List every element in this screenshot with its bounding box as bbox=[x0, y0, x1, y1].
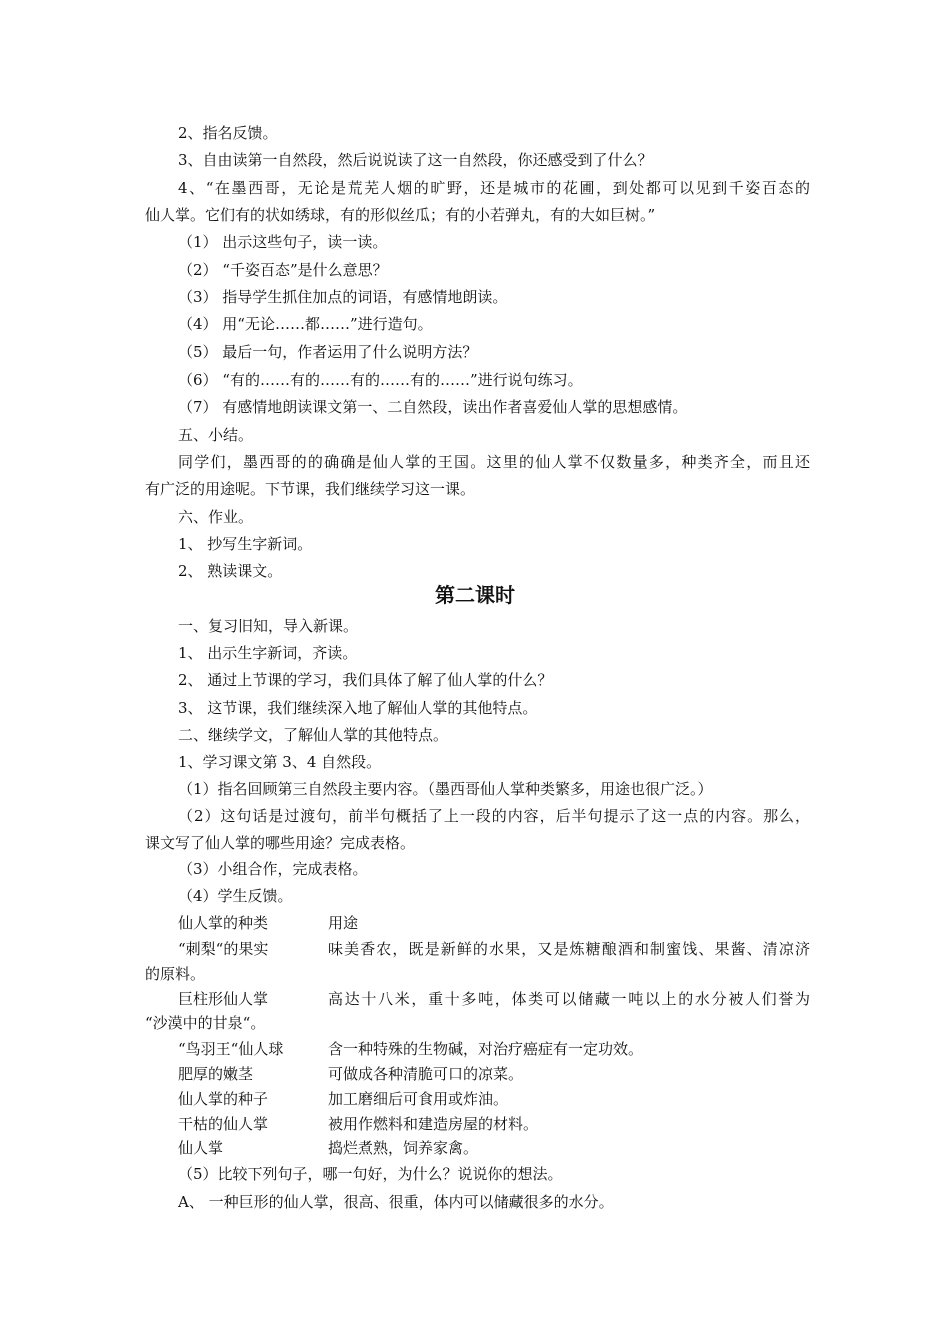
step-2-line-2: 课文写了仙人掌的哪些用途？完成表格。 bbox=[145, 834, 416, 852]
table-row-use: 高达十八米，重十多吨，体类可以储藏一吨以上的水分被人们誉为 bbox=[328, 990, 810, 1008]
table-row-kind: “刺梨“的果实 bbox=[178, 940, 269, 958]
summary-title: 五、小结。 bbox=[178, 426, 254, 444]
summary-line-1: 同学们，墨西哥的的确确是仙人掌的王国。这里的仙人掌不仅数量多，种类齐全，而且还 bbox=[178, 453, 810, 471]
table-row-use: 被用作燃料和建造房屋的材料。 bbox=[328, 1115, 539, 1133]
continue-item-1: 1、学习课文第 3、4 自然段。 bbox=[178, 753, 382, 771]
table-row-use-continued: 的原料。 bbox=[145, 965, 206, 983]
table-row-kind: 仙人掌的种子 bbox=[178, 1090, 269, 1108]
line-free-read: 3、自由读第一自然段，然后说说读了这一自然段，你还感受到了什么？ bbox=[178, 151, 653, 169]
table-row-kind: “鸟羽王“仙人球 bbox=[178, 1040, 284, 1058]
table-row-kind: 仙人掌 bbox=[178, 1139, 224, 1157]
review-item-3: 3、 这节课，我们继续深入地了解仙人掌的其他特点。 bbox=[178, 699, 538, 717]
line-quote-start: 4、“在墨西哥，无论是荒芜人烟的旷野，还是城市的花圃，到处都可以见到千姿百态的 bbox=[178, 179, 810, 197]
table-header-kind: 仙人掌的种类 bbox=[178, 914, 269, 932]
sentence-a: A、 一种巨形的仙人掌，很高、很重，体内可以储藏很多的水分。 bbox=[178, 1193, 614, 1211]
question-1: （1） 出示这些句子，读一读。 bbox=[178, 233, 388, 251]
table-row-use: 含一种特殊的生物碱，对治疗癌症有一定功效。 bbox=[328, 1040, 644, 1058]
question-5: （5） 最后一句，作者运用了什么说明方法？ bbox=[178, 343, 478, 361]
question-3: （3） 指导学生抓住加点的词语，有感情地朗读。 bbox=[178, 288, 508, 306]
table-row-kind: 干枯的仙人掌 bbox=[178, 1115, 269, 1133]
review-item-1: 1、 出示生字新词，齐读。 bbox=[178, 644, 358, 662]
homework-item-2: 2、 熟读课文。 bbox=[178, 562, 283, 580]
step-3: （3）小组合作，完成表格。 bbox=[178, 860, 368, 878]
question-7: （7） 有感情地朗读课文第一、二自然段，读出作者喜爱仙人掌的思想感情。 bbox=[178, 398, 688, 416]
table-row-use: 捣烂煮熟，饲养家禽。 bbox=[328, 1139, 479, 1157]
summary-line-2: 有广泛的用途呢。下节课，我们继续学习这一课。 bbox=[145, 480, 476, 498]
table-header-use: 用途 bbox=[328, 914, 359, 932]
review-item-2: 2、 通过上节课的学习，我们具体了解了仙人掌的什么？ bbox=[178, 671, 553, 689]
line-quote-end: 仙人掌。它们有的状如绣球，有的形似丝瓜；有的小若弹丸，有的大如巨树。” bbox=[145, 206, 656, 224]
review-title: 一、复习旧知，导入新课。 bbox=[178, 617, 359, 635]
table-row-use: 味美香农，既是新鲜的水果，又是炼糖酿酒和制蜜饯、果酱、清凉济 bbox=[328, 940, 810, 958]
homework-item-1: 1、 抄写生字新词。 bbox=[178, 535, 313, 553]
step-1: （1）指名回顾第三自然段主要内容。（墨西哥仙人掌种类繁多，用途也很广泛。） bbox=[178, 780, 713, 798]
section-heading: 第二课时 bbox=[435, 583, 515, 607]
line-feedback: 2、指名反馈。 bbox=[178, 124, 278, 142]
step-4: （4）学生反馈。 bbox=[178, 887, 293, 905]
table-row-use-continued: “沙漠中的甘泉“。 bbox=[145, 1014, 266, 1032]
question-2: （2） “千姿百态”是什么意思？ bbox=[178, 261, 388, 279]
question-6: （6） “有的……有的……有的……有的……”进行说句练习。 bbox=[178, 371, 583, 389]
table-row-kind: 肥厚的嫩茎 bbox=[178, 1065, 254, 1083]
table-row-kind: 巨柱形仙人掌 bbox=[178, 990, 269, 1008]
table-row-use: 可做成各种清脆可口的凉菜。 bbox=[328, 1065, 524, 1083]
step-5: （5）比较下列句子，哪一句好，为什么？说说你的想法。 bbox=[178, 1165, 563, 1183]
homework-title: 六、作业。 bbox=[178, 508, 254, 526]
question-4: （4） 用“无论……都……”进行造句。 bbox=[178, 315, 433, 333]
step-2-line-1: （2）这句话是过渡句，前半句概括了上一段的内容，后半句提示了这一点的内容。那么， bbox=[178, 807, 810, 825]
continue-title: 二、继续学文，了解仙人掌的其他特点。 bbox=[178, 726, 449, 744]
table-row-use: 加工磨细后可食用或炸油。 bbox=[328, 1090, 509, 1108]
